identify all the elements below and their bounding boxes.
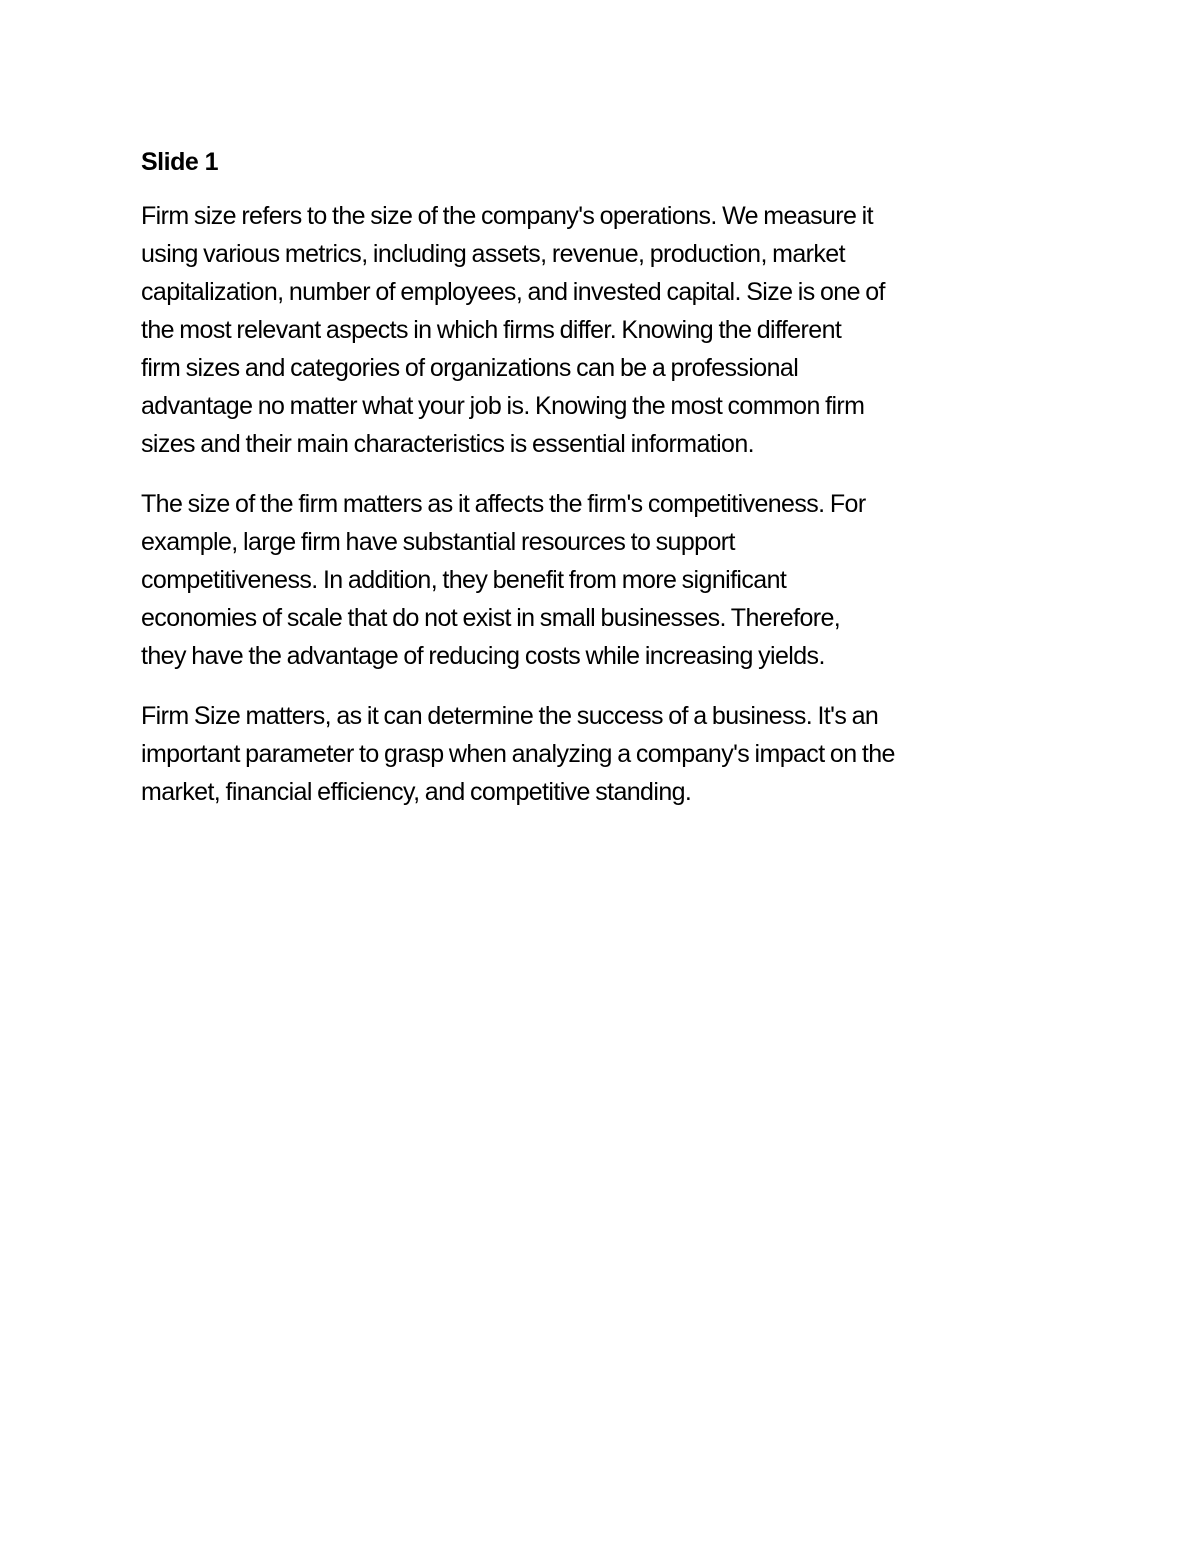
slide-title: Slide 1: [141, 148, 219, 176]
paragraph-3: [141, 697, 1071, 811]
text-line: example, large firm have substantial resources to support: [141, 528, 735, 556]
text-line: using various metrics, including assets, revenue, production, market: [141, 240, 845, 268]
text-line: market, financial efficiency, and competitive standing.: [141, 778, 692, 806]
text-line: advantage no matter what your job is. Knowing the most common firm: [141, 392, 865, 420]
text-line: firm sizes and categories of organizations can be a professional: [141, 354, 799, 382]
text-line: Firm Size matters, as it can determine the success of a business. It's an: [141, 702, 879, 730]
text-line: economies of scale that do not exist in small businesses. Therefore,: [141, 604, 841, 632]
paragraph-2: [141, 485, 1071, 675]
text-line: important parameter to grasp when analyzing a company's impact on the: [141, 740, 895, 768]
text-line: sizes and their main characteristics is essential information.: [141, 430, 755, 458]
document-page: [141, 143, 1071, 833]
paragraph-1: [141, 197, 1071, 463]
text-line: The size of the firm matters as it affects the firm's competitiveness. For: [141, 490, 866, 518]
text-line: the most relevant aspects in which firms differ. Knowing the different: [141, 316, 842, 344]
text-line: competitiveness. In addition, they benefit from more significant: [141, 566, 787, 594]
text-line: capitalization, number of employees, and invested capital. Size is one of: [141, 278, 885, 306]
text-line: Firm size refers to the size of the company's operations. We measure it: [141, 202, 873, 230]
text-line: they have the advantage of reducing costs while increasing yields.: [141, 642, 825, 670]
